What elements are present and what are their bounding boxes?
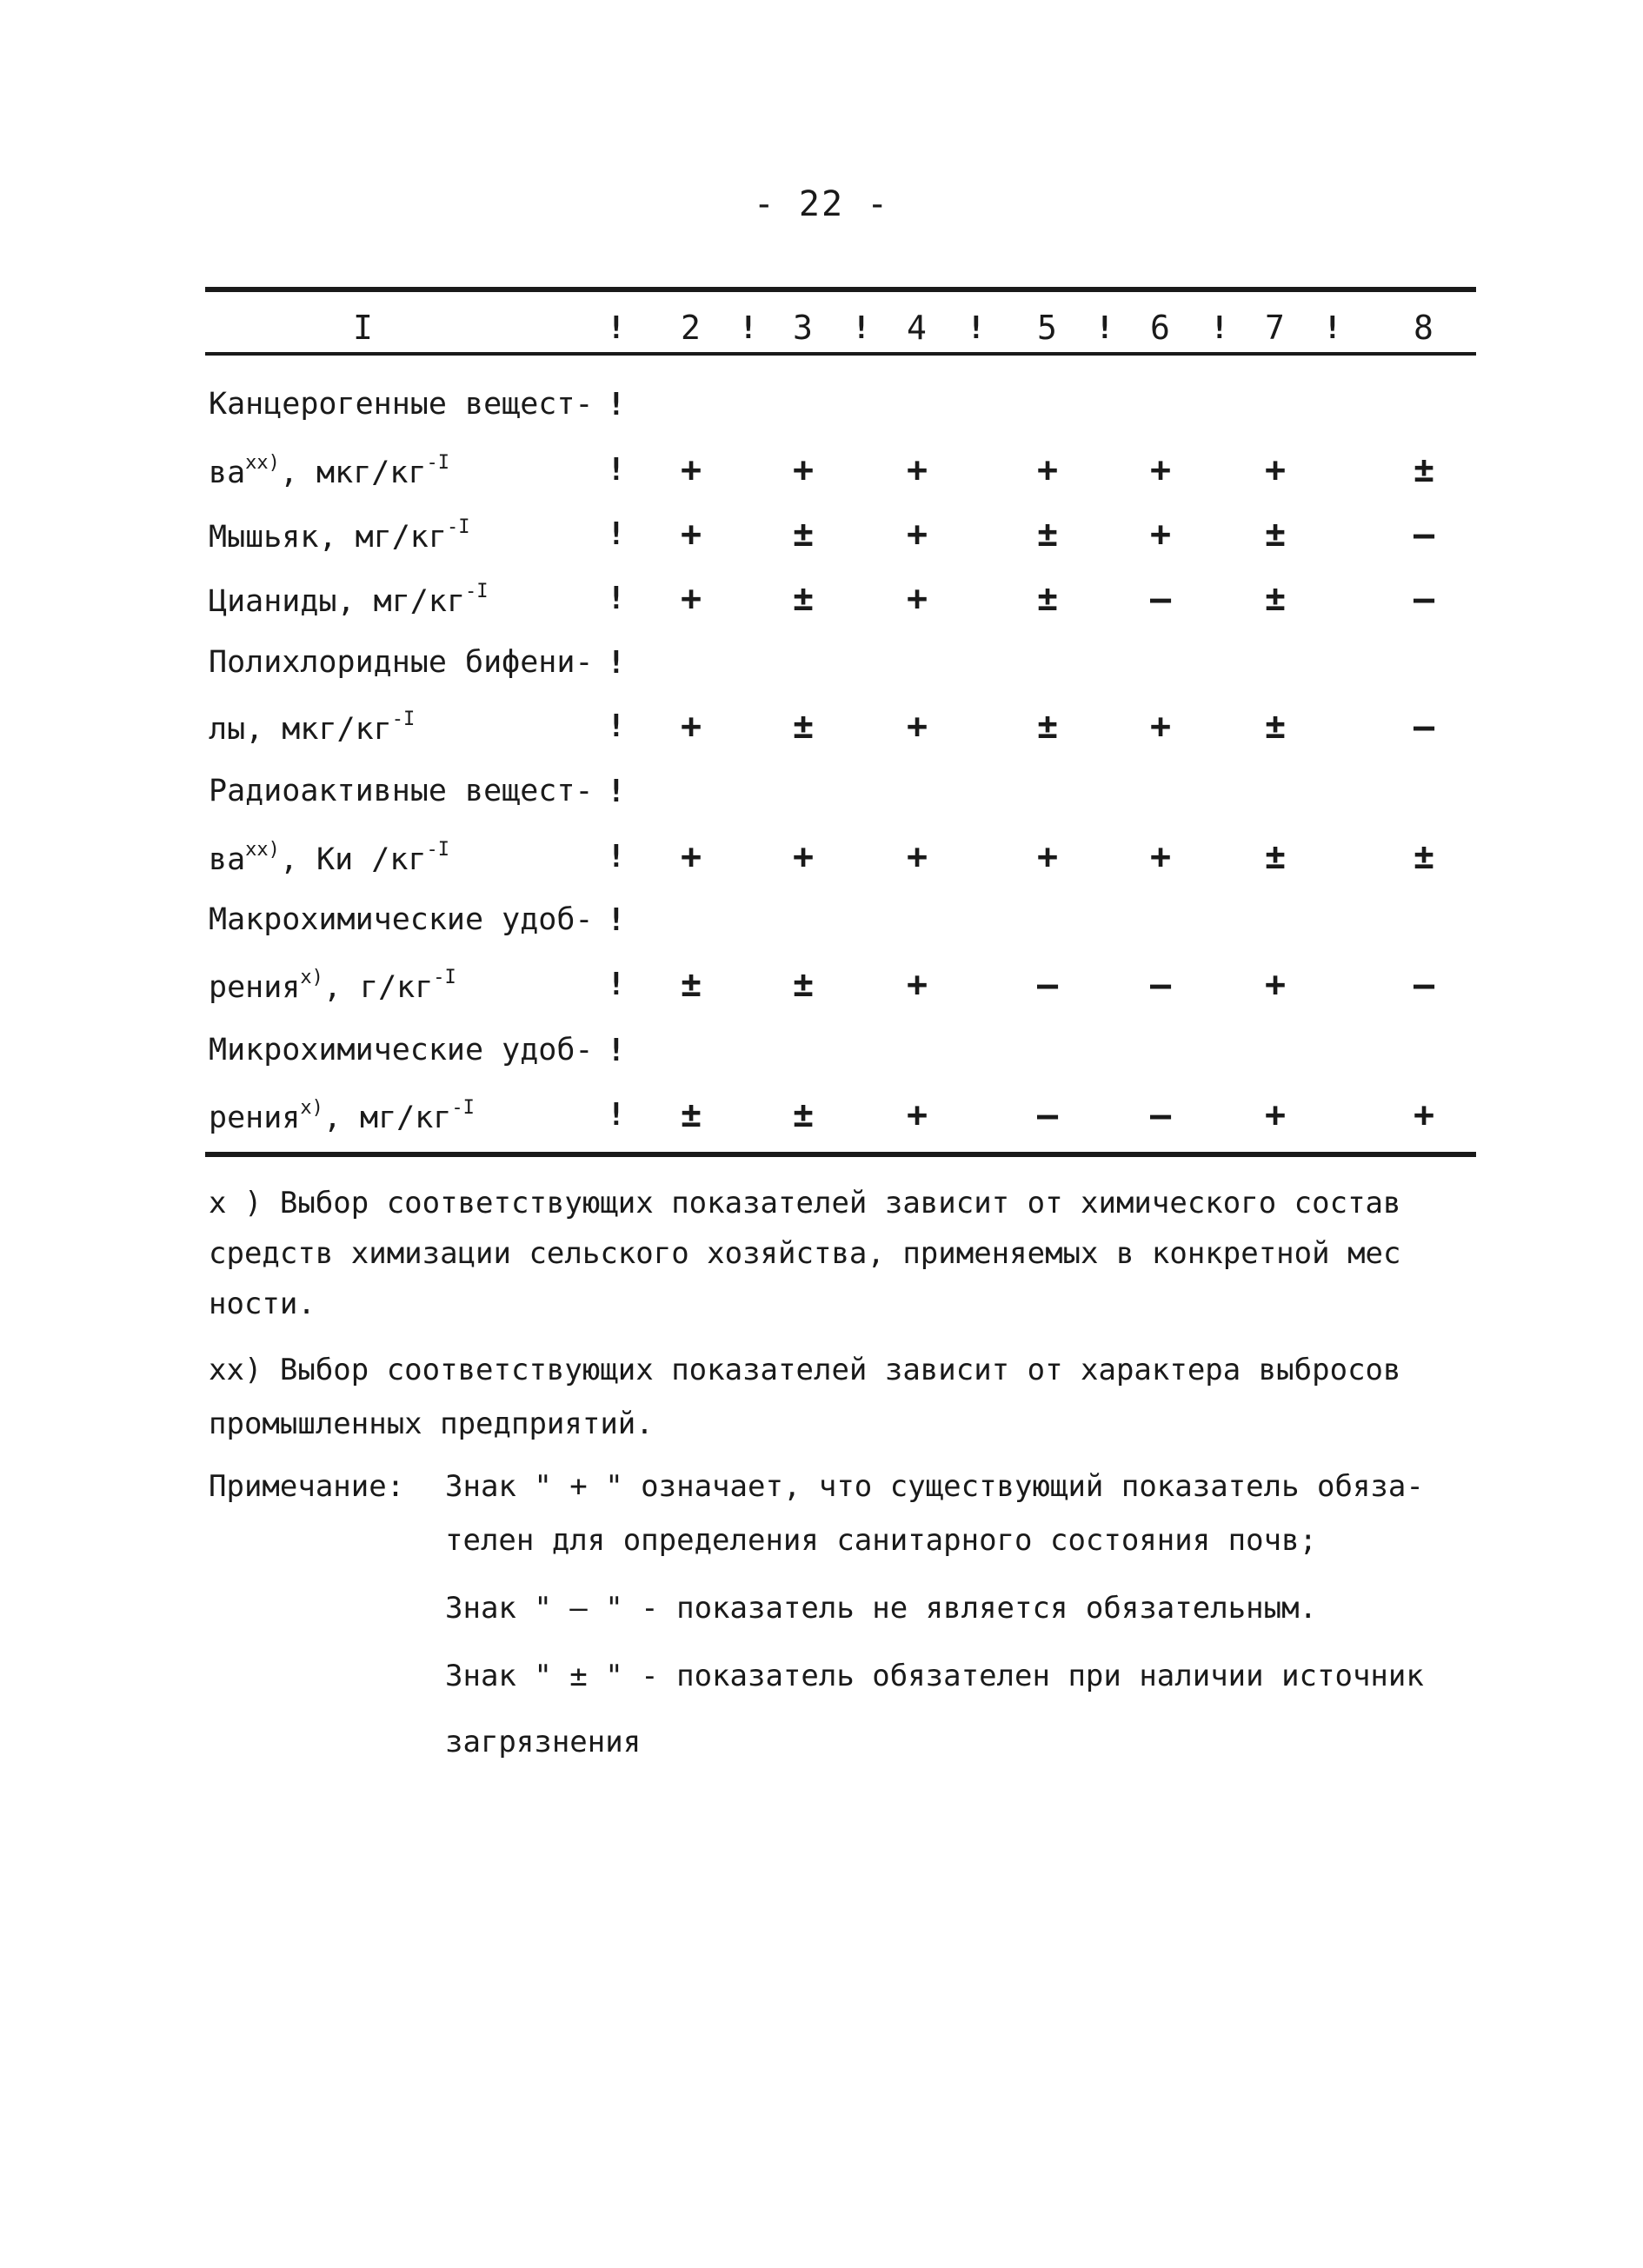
table-cell: – [1149,965,1172,1005]
table-top-rule [205,287,1476,292]
row-label: лы, мкг/$кг^{-I}$ [209,708,416,747]
table-cell: ± [1264,579,1287,619]
table-cell: + [792,837,815,877]
table-cell: + [906,515,928,555]
table-cell: + [1413,1095,1435,1135]
row-separator: ! [607,839,626,875]
row-label-line1: Радиоактивные вещест- [209,774,594,808]
table-cell: + [680,837,702,877]
row-label: рения$^{x)}$, $г/кг^{-I}$ [209,967,456,1005]
table-cell: – [1036,965,1059,1005]
table-cell: + [1264,450,1287,490]
table-cell: + [680,450,702,490]
row-separator: ! [607,774,626,809]
column-header: 3 [793,309,813,347]
row-separator: ! [607,645,626,681]
table-cell: + [1149,515,1172,555]
row-label-line1: Канцерогенные вещест- [209,387,594,422]
table-cell: ± [1036,707,1059,747]
table-cell: ± [792,515,815,555]
column-separator: ! [607,310,626,346]
column-header: I [353,309,373,347]
row-label-line1: Макрохимические удоб- [209,902,594,937]
row-label: Цианиды, $мг/кг^{-I}$ [209,581,489,619]
row-label-line1: Полихлоридные бифени- [209,645,594,680]
column-separator: ! [852,310,871,346]
column-separator: ! [1210,310,1229,346]
note-line-2: телен для определения санитарного состояния почв; [445,1523,1318,1558]
table-cell: ± [1413,450,1435,490]
column-header: 2 [681,309,701,347]
table-cell: – [1413,515,1435,555]
table-cell: + [1264,1095,1287,1135]
table-bottom-rule [205,1152,1476,1157]
table-cell: + [1036,450,1059,490]
column-separator: ! [1323,310,1342,346]
row-separator: ! [607,902,626,938]
table-cell: ± [792,707,815,747]
column-header: 4 [907,309,927,347]
table-cell: ± [1036,579,1059,619]
table-cell: ± [1264,837,1287,877]
footnote-xx: xx) Выбор соответствующих показателей зависит от характера выбросов промышленных предприятий. [209,1353,1401,1441]
header-rule [205,352,1476,356]
column-header: 5 [1037,309,1057,347]
table-cell: – [1149,579,1172,619]
table-cell: ± [680,1095,702,1135]
footnote-x: x ) Выбор соответствующих показателей зависит от химического состав средств химизации сельского хозяйства, применяемых в конкретной мес ности. [209,1186,1401,1321]
note-label: Примечание: [209,1469,405,1504]
table-cell: + [680,707,702,747]
table-cell: – [1413,707,1435,747]
row-separator: ! [607,1097,626,1133]
table-cell: + [906,707,928,747]
table-cell: ± [1264,707,1287,747]
row-separator: ! [607,452,626,488]
note-line-3: Знак " – " - показатель не является обязательным. [445,1591,1318,1626]
table-cell: ± [792,965,815,1005]
table-cell: – [1149,1095,1172,1135]
table-cell: + [906,965,928,1005]
table-cell: – [1413,965,1435,1005]
table-cell: – [1413,579,1435,619]
row-label: рения$^{x)}$, $мг/кг^{-I}$ [209,1097,475,1135]
row-label: $ва^{xx)}$, мкг/$кг^{-I}$ [209,452,449,490]
row-separator: ! [607,1033,626,1068]
column-separator: ! [1095,310,1114,346]
table-cell: + [906,1095,928,1135]
table-cell: + [680,515,702,555]
table-cell: + [680,579,702,619]
table-cell: + [1149,707,1172,747]
note-line-1: Знак " + " означает, что существующий показатель обяза- [445,1469,1424,1504]
table-cell: + [906,837,928,877]
table-cell: ± [1036,515,1059,555]
table-cell: + [1264,965,1287,1005]
column-separator: ! [739,310,758,346]
table-cell: ± [680,965,702,1005]
column-header: 7 [1265,309,1285,347]
column-separator: ! [967,310,986,346]
table-cell: + [1149,837,1172,877]
table-cell: ± [1413,837,1435,877]
table-cell: + [906,450,928,490]
table-cell: ± [792,579,815,619]
row-label-line1: Микрохимические удоб- [209,1033,594,1067]
table-cell: + [906,579,928,619]
page-number: - 22 - [753,184,890,224]
row-separator: ! [607,708,626,744]
column-header: 8 [1414,309,1433,347]
table-cell: + [792,450,815,490]
note-line-4: Знак " ± " - показатель обязателен при наличии источник [445,1659,1424,1693]
row-separator: ! [607,581,626,616]
table-cell: – [1036,1095,1059,1135]
row-separator: ! [607,516,626,552]
row-label: Мышьяк, $мг/кг^{-I}$ [209,516,470,555]
table-cell: + [1149,450,1172,490]
table-cell: ± [1264,515,1287,555]
row-separator: ! [607,387,626,422]
row-label: $ва^{xx)}$, Ки $/кг^{-I}$ [209,839,449,877]
table-cell: ± [792,1095,815,1135]
row-separator: ! [607,967,626,1002]
column-header: 6 [1150,309,1170,347]
note-line-5: загрязнения [445,1725,642,1759]
table-cell: + [1036,837,1059,877]
